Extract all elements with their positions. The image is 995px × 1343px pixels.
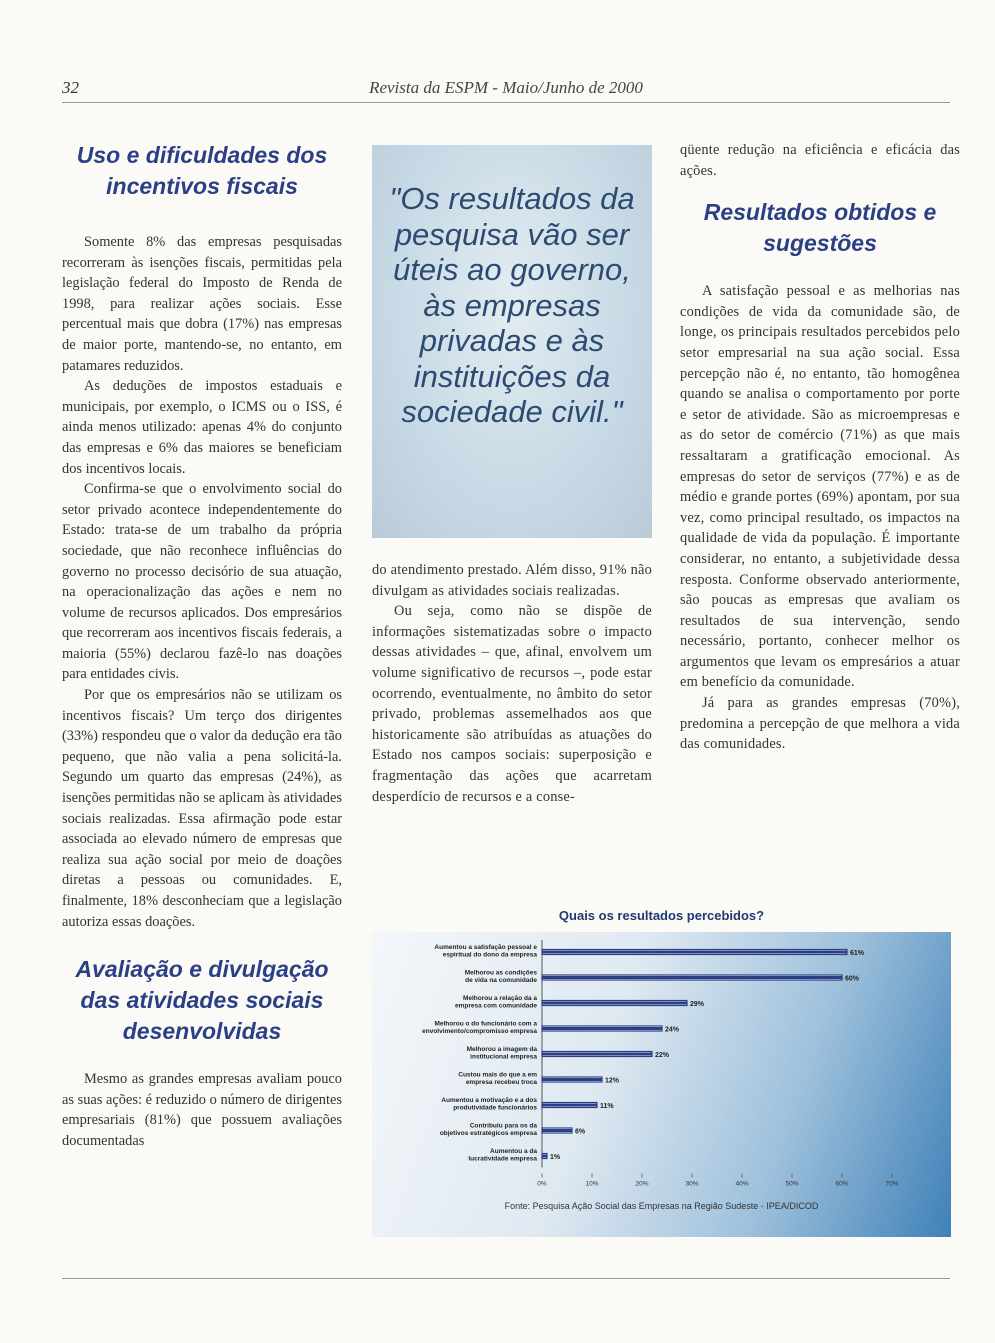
category-label: Contribuiu para os da objetivos estratégicos empresa [439, 1122, 537, 1137]
section-heading-resultados: Resultados obtidos e sugestões [703, 199, 937, 257]
journal-title: Revista da ESPM - Maio/Junho de 2000 [369, 78, 643, 97]
chart-bar-fill [542, 976, 842, 979]
value-label: 29% [690, 1001, 705, 1008]
chart-plot [372, 932, 951, 1237]
category-label: Aumentou a satisfação pessoal e espiritual do dono da empresa [434, 944, 537, 959]
value-label: 11% [600, 1103, 614, 1110]
value-label: 6% [575, 1128, 586, 1136]
chart-bar-fill [542, 1053, 652, 1056]
paragraph: Por que os empresários não se utilizam os incentivos fiscais? Um terço dos dirigentes (33%) respondeu que o valor da dedução era tão pequeno, que não valia a pena solicitá-la. Segundo um quarto das empresas (24%), as isenções permitidas não se aplicam às atividades sociais realizadas. Essa afirmação pode estar associada ao elevado número de empresas que realiza sua ação social por meio de doações diretas a pessoas ou comunidades. E, finalmente, 18% desconheciam que a legislação autoriza essas doações. [62, 687, 342, 930]
value-label: 60% [845, 975, 860, 983]
chart-bar-fill [542, 1104, 597, 1107]
paragraph: Somente 8% das empresas pesquisadas recorreram às isenções fiscais, permitidas pela legislação federal do Imposto de Renda de 1998, para realizar ações sociais. Esse percentual mais que dobra (17%) nas empresas de maior porte, mantendo-se, no entanto, em patamares reduzidos. [62, 234, 342, 374]
paragraph: Mesmo as grandes empresas avaliam pouco as suas ações: é reduzido o número de dirigentes empresariais (81%) que possuem avaliações documentadas [62, 1071, 342, 1149]
category-label: Melhorou a imagem da institucional empresa [466, 1046, 537, 1061]
value-label: 61% [850, 950, 865, 957]
page-number: 32 [62, 78, 79, 97]
chart-bar-fill [542, 1155, 547, 1158]
x-tick-label: 70% [885, 1180, 899, 1188]
chart-bar-fill [542, 1129, 572, 1132]
value-label: 12% [605, 1077, 620, 1085]
x-tick-label: 60% [835, 1180, 849, 1188]
paragraph: do atendimento prestado. Além disso, 91% não divulgam as atividades sociais realizadas. [372, 562, 652, 599]
paragraph: A satisfação pessoal e as melhorias nas condições de vida da comunidade são, de longe, os principais resultados percebidos pelo setor empresarial na sua ação social. Essa percepção não é, no entanto, tão homogênea quando se analisa o comportamento por porte e setor de atividade. São as microempresas e as do setor de comércio (71%) as que mais ressaltaram a gratificação emocional. As empresas do setor de serviços (77%) e as de médio e grande portes (69%) apontam, por sua vez, como principal resultado, os impactos na qualidade de vida da população. É importante considerar, no entanto, a subjetividade dessa resposta. Conforme observado anteriormente, são poucas as empresas que avaliam os resultados de sua intervenção, sendo necessário, portanto, conhecer melhor os argumentos que levam os empresários a atuar em benefício da comunidade. [680, 283, 960, 691]
section-heading-incentivos: Uso e dificuldades dos incentivos fiscais [76, 142, 328, 199]
value-label: 22% [655, 1052, 670, 1059]
paragraph: Ou seja, como não se dispõe de informações sistematizadas sobre o impacto dessas atividades – que, afinal, envolvem um volume significativo de recursos –, pode estar ocorrendo, eventualmente, no âmbito do setor privado, problemas assemelhados aos que historicamente são atribuídas as atuações do Estado nos campos sociais: superposição e fragmentação das ações que acarretam desperdício de recursos e a conse- [372, 603, 652, 805]
paragraph: As deduções de impostos estaduais e municipais, por exemplo, o ICMS ou o ISS, é ainda menos utilizado: apenas 4% do conjunto das empresas e 6% das maiores se beneficiam dos incentivos locais. [62, 378, 342, 477]
x-tick-label: 0% [537, 1180, 547, 1188]
chart-source: Fonte: Pesquisa Ação Social das Empresas na Região Sudeste - IPEA/DICOD [504, 1201, 819, 1211]
column-left [62, 140, 342, 1152]
value-label: 1% [550, 1154, 561, 1161]
category-label: Aumentou a motivação e a dos produtividade funcionários [441, 1097, 537, 1112]
paragraph: Já para as grandes empresas (70%), predomina a percepção de que melhora a vida das comunidades. [680, 695, 960, 753]
section-heading-avaliacao: Avaliação e divulgação das atividades sociais desenvolvidas [75, 956, 329, 1045]
results-chart [372, 908, 951, 1237]
chart-bar-fill [542, 1002, 687, 1005]
column-right [680, 140, 960, 755]
column-middle [372, 560, 652, 807]
x-tick-label: 30% [685, 1180, 699, 1188]
x-tick-label: 50% [785, 1180, 799, 1188]
category-label: Custou mais do que a em empresa recebeu troca [458, 1071, 537, 1086]
x-tick-label: 40% [735, 1180, 749, 1188]
footer-rule [62, 1278, 950, 1279]
category-label: Melhorou as condições de vida na comunidade [464, 969, 537, 984]
chart-bar-fill [542, 1027, 662, 1030]
pull-quote: "Os resultados da pesquisa vão ser úteis ao governo, às empresas privadas e às instituições da sociedade civil." [372, 145, 652, 538]
category-label: Melhorou o do funcionário com a envolvimento/compromisso empresa [422, 1020, 537, 1035]
chart-bar-fill [542, 951, 847, 954]
chart-title: Quais os resultados percebidos? [558, 908, 765, 923]
page-header [62, 78, 950, 103]
value-label: 24% [665, 1026, 680, 1034]
chart-bar-fill [542, 1078, 602, 1081]
category-label: Aumentou a da lucratividade empresa [468, 1148, 537, 1163]
paragraph: Confirma-se que o envolvimento social do setor privado acontece independentemente do Estado: trata-se de um trabalho da própria sociedade, que não reconhece influências do governo no processo decisório de sua atuação, na operacionalização das ações e nem no volume de recursos aplicados. Dos empresários que recorreram aos incentivos fiscais federais, a maioria (55%) declarou fazê-lo nas doações para entidades civis. [62, 481, 342, 683]
x-tick-label: 10% [585, 1180, 599, 1188]
category-label: Melhorou a relação da a empresa com comunidade [455, 995, 537, 1010]
x-tick-label: 20% [635, 1180, 649, 1188]
paragraph: qüente redução na eficiência e eficácia das ações. [680, 142, 960, 179]
